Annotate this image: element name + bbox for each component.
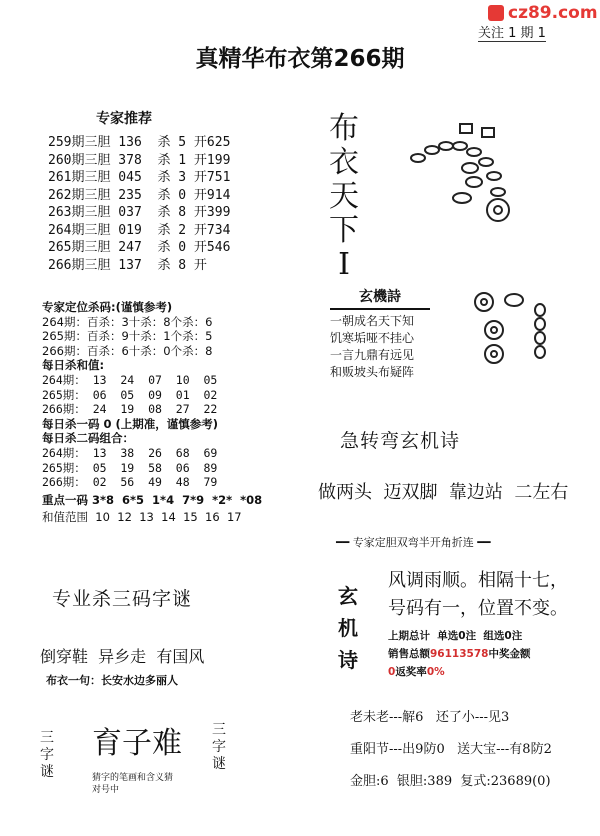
- banner-rule: ━━: [477, 536, 491, 549]
- urgent-title: 急转弯玄机诗: [340, 430, 461, 452]
- sum-range: 和值范围 10 12 13 14 15 16 17: [42, 510, 242, 525]
- two-code-row: 264期： 13 38 26 68 69: [42, 445, 218, 460]
- experts-row: 262期三胆 235 杀 0 开914: [48, 187, 231, 203]
- fix-line: 风调雨顺。相隔十七，: [388, 570, 568, 591]
- stat-text: 上期总计 单选0注 组选0注: [388, 630, 523, 642]
- ingots-illustration: [470, 290, 560, 370]
- key-code: 重点一码 3*8 6*5 1*4 7*9 *2* *08: [42, 492, 263, 507]
- stat-line: [388, 646, 530, 661]
- kill-title: 专家定位杀码:(谨慎参考): [42, 300, 173, 314]
- poem-box: [330, 286, 430, 381]
- logo-text: cz89.com: [508, 3, 598, 23]
- two-code-row: 266期： 02 56 49 48 79: [42, 475, 218, 490]
- stat-value: 0: [388, 666, 396, 678]
- experts-row: 261期三胆 045 杀 3 开751: [48, 170, 231, 185]
- kill-row: 264期：百杀：3十杀：8个杀：6: [42, 314, 213, 329]
- poem-line: 一言九鼎有远见: [330, 348, 415, 362]
- one-code-title: 每日杀一码 0 (上期准，谨慎参考): [42, 416, 219, 431]
- stat-label: 中奖金额: [488, 648, 531, 660]
- poem-line: 一朝成名天下知: [330, 314, 415, 328]
- logo-icon: [488, 5, 504, 21]
- sum-title: 每日杀和值:: [42, 358, 105, 373]
- riddle-right: 三字谜: [212, 722, 226, 772]
- budtian-char: I: [338, 247, 350, 282]
- kill-row: 265期：百杀：9十杀：1个杀：5: [42, 329, 213, 344]
- experts-row: 266期三胆 137 杀 8 开: [48, 257, 207, 273]
- banner-text: 专家定胆双弯半开角折连: [352, 536, 474, 549]
- riddle-center: 育子难: [92, 726, 182, 761]
- coins-illustration: [400, 120, 530, 260]
- expert-fix-banner: [336, 534, 491, 550]
- bottom-line: 老未老---解6 还了小---见3: [350, 710, 510, 725]
- sum-row: 265期： 06 05 09 01 02: [42, 387, 218, 402]
- urgent-text: 做两头 迈双脚 靠边站 二左右: [318, 482, 569, 503]
- two-code-row: 265期： 05 19 58 06 89: [42, 460, 218, 475]
- side-char: 机: [338, 616, 358, 640]
- budtian-char: 天: [329, 179, 359, 214]
- experts-row: 264期三胆 019 杀 2 开734: [48, 222, 231, 238]
- sum-row: 266期： 24 19 08 27 22: [42, 402, 218, 417]
- stat-value: 96113578: [430, 648, 489, 660]
- stat-line: [388, 664, 445, 679]
- kill-section: [42, 300, 262, 525]
- two-code-title: 每日杀二码组合：: [42, 431, 134, 446]
- riddle-title: 专业杀三码字谜: [52, 588, 193, 610]
- kill-row: 266期：百杀：6十杀：0个杀：8: [42, 343, 213, 358]
- riddle-sentence: 布衣一句：长安水边多丽人: [46, 674, 178, 687]
- bottom-line: 重阳节---出9防0 送大宝---有8防2: [350, 742, 552, 757]
- side-char: 诗: [338, 648, 358, 672]
- side-char: 玄: [338, 584, 358, 608]
- riddle-center-sub: 猜字的笔画和含义猜: [92, 773, 174, 783]
- budtian-vertical: [326, 112, 362, 282]
- stat-value: 0%: [426, 666, 445, 678]
- poem-title: 玄機詩: [330, 286, 430, 310]
- xuanji-side: [338, 580, 358, 676]
- experts-row: 263期三胆 037 杀 8 开399: [48, 205, 231, 220]
- stat-label: 返奖率: [395, 666, 427, 678]
- stat-label: 销售总额: [388, 648, 430, 660]
- budtian-char: 布: [329, 111, 359, 146]
- banner-rule: ━━: [336, 536, 350, 549]
- poem-line: 饥寒垢哑不挂心: [330, 331, 415, 345]
- experts-row: 260期三胆 378 杀 1 开199: [48, 152, 231, 168]
- experts-table: [48, 134, 230, 274]
- site-logo: [488, 2, 600, 24]
- follow-label: 关注 1 期 1: [478, 22, 546, 42]
- budtian-char: 衣: [329, 145, 359, 180]
- page-title: 真精华布衣第266期: [195, 46, 405, 72]
- fix-line: 号码有一，位置不变。: [388, 598, 568, 619]
- riddle-text: 倒穿鞋 异乡走 有国风: [40, 647, 205, 666]
- riddle-left: 三字谜: [40, 730, 54, 780]
- experts-title: 专家推荐: [96, 111, 152, 127]
- riddle-center-sub: 对号中: [92, 785, 120, 795]
- sum-row: 264期： 13 24 07 10 05: [42, 372, 218, 387]
- experts-row: 265期三胆 247 杀 0 开546: [48, 240, 231, 255]
- poem-line: 和贩坡头布疑阵: [330, 365, 415, 379]
- experts-row: 259期三胆 136 杀 5 开625: [48, 135, 231, 150]
- bottom-line: 金胆:6 银胆:389 复式:23689(0): [350, 774, 551, 789]
- budtian-char: 下: [329, 213, 359, 248]
- stat-line: [388, 628, 522, 643]
